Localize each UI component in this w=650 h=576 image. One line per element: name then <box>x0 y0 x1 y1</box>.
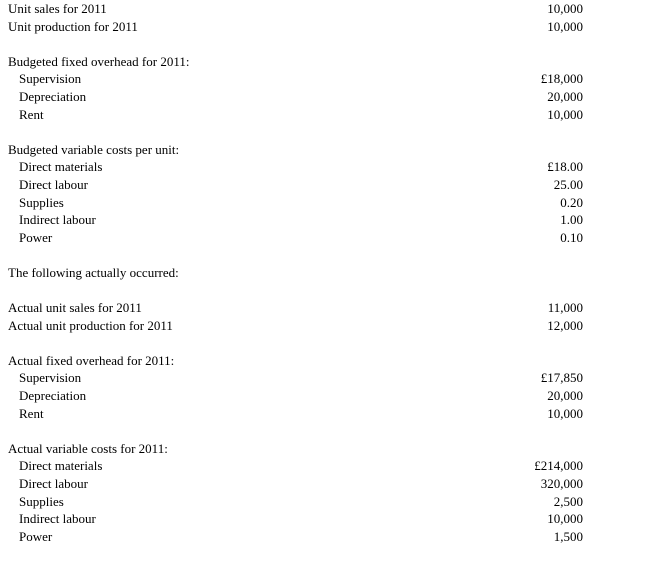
row-label: Depreciation <box>19 388 87 404</box>
row-label: Depreciation <box>19 88 87 104</box>
spacer <box>8 422 583 440</box>
row-value: 12,000 <box>547 317 583 333</box>
row-value: 1.00 <box>560 212 583 228</box>
row-label: Supplies <box>19 194 64 210</box>
row-budget-supervision <box>8 70 583 88</box>
cost-data-document <box>8 0 583 545</box>
row-value: £18.00 <box>547 159 583 175</box>
row-value: 320,000 <box>540 476 583 492</box>
row-actual-unit-production <box>8 317 583 335</box>
section-heading-budget-fixed <box>8 53 583 71</box>
row-value: 20,000 <box>547 88 583 104</box>
row-label: Direct labour <box>19 476 88 492</box>
row-label: Unit production for 2011 <box>8 18 138 34</box>
spacer <box>8 334 583 352</box>
section-heading: Actual fixed overhead for 2011: <box>8 352 175 368</box>
row-unit-production <box>8 18 583 36</box>
row-actual-depreciation <box>8 387 583 405</box>
row-label: Actual unit production for 2011 <box>8 317 173 333</box>
row-value: 11,000 <box>547 300 583 316</box>
section-heading-budget-variable <box>8 141 583 159</box>
row-label: Indirect labour <box>19 511 96 527</box>
row-budget-power <box>8 229 583 247</box>
row-label: Direct materials <box>19 458 103 474</box>
section-heading-actual-variable <box>8 440 583 458</box>
row-value: 10,000 <box>547 106 583 122</box>
row-budget-direct-labour <box>8 176 583 194</box>
row-budget-supplies <box>8 194 583 212</box>
row-value: £17,850 <box>540 370 583 386</box>
row-label: Direct materials <box>19 159 103 175</box>
transition-label: The following actually occurred: <box>8 264 179 280</box>
row-label: Direct labour <box>19 176 88 192</box>
row-label: Actual unit sales for 2011 <box>8 300 142 316</box>
row-actual-supplies <box>8 493 583 511</box>
row-label: Indirect labour <box>19 212 96 228</box>
row-actual-supervision <box>8 369 583 387</box>
row-value: 10,000 <box>547 1 583 16</box>
section-heading: Budgeted fixed overhead for 2011: <box>8 53 190 69</box>
row-budget-rent <box>8 106 583 124</box>
section-heading: Actual variable costs for 2011: <box>8 440 168 456</box>
row-label: Supervision <box>19 370 82 386</box>
row-actual-direct-materials <box>8 457 583 475</box>
spacer <box>8 246 583 264</box>
row-value: 1,500 <box>553 528 583 544</box>
section-heading-actual-fixed <box>8 352 583 370</box>
row-budget-direct-materials <box>8 158 583 176</box>
row-value: 0.20 <box>560 194 583 210</box>
spacer <box>8 282 583 300</box>
row-budget-indirect-labour <box>8 211 583 229</box>
section-heading: Budgeted variable costs per unit: <box>8 141 180 157</box>
row-value: 25.00 <box>553 176 583 192</box>
row-actual-indirect-labour <box>8 510 583 528</box>
row-label: Supplies <box>19 493 64 509</box>
row-label: Rent <box>19 405 44 421</box>
row-value: £18,000 <box>540 71 583 87</box>
row-actual-power <box>8 528 583 546</box>
row-label: Unit sales for 2011 <box>8 1 107 16</box>
row-value: 10,000 <box>547 511 583 527</box>
row-label: Supervision <box>19 71 82 87</box>
row-actual-direct-labour <box>8 475 583 493</box>
transition-text <box>8 264 583 282</box>
spacer <box>8 123 583 141</box>
row-label: Power <box>19 229 53 245</box>
row-label: Rent <box>19 106 44 122</box>
row-value: £214,000 <box>534 458 583 474</box>
row-value: 20,000 <box>547 388 583 404</box>
row-budget-depreciation <box>8 88 583 106</box>
spacer <box>8 35 583 53</box>
row-value: 2,500 <box>553 493 583 509</box>
row-label: Power <box>19 528 53 544</box>
row-actual-unit-sales <box>8 299 583 317</box>
row-actual-rent <box>8 405 583 423</box>
row-value: 10,000 <box>547 405 583 421</box>
row-value: 10,000 <box>547 18 583 34</box>
row-value: 0.10 <box>560 229 583 245</box>
row-unit-sales <box>8 0 583 18</box>
